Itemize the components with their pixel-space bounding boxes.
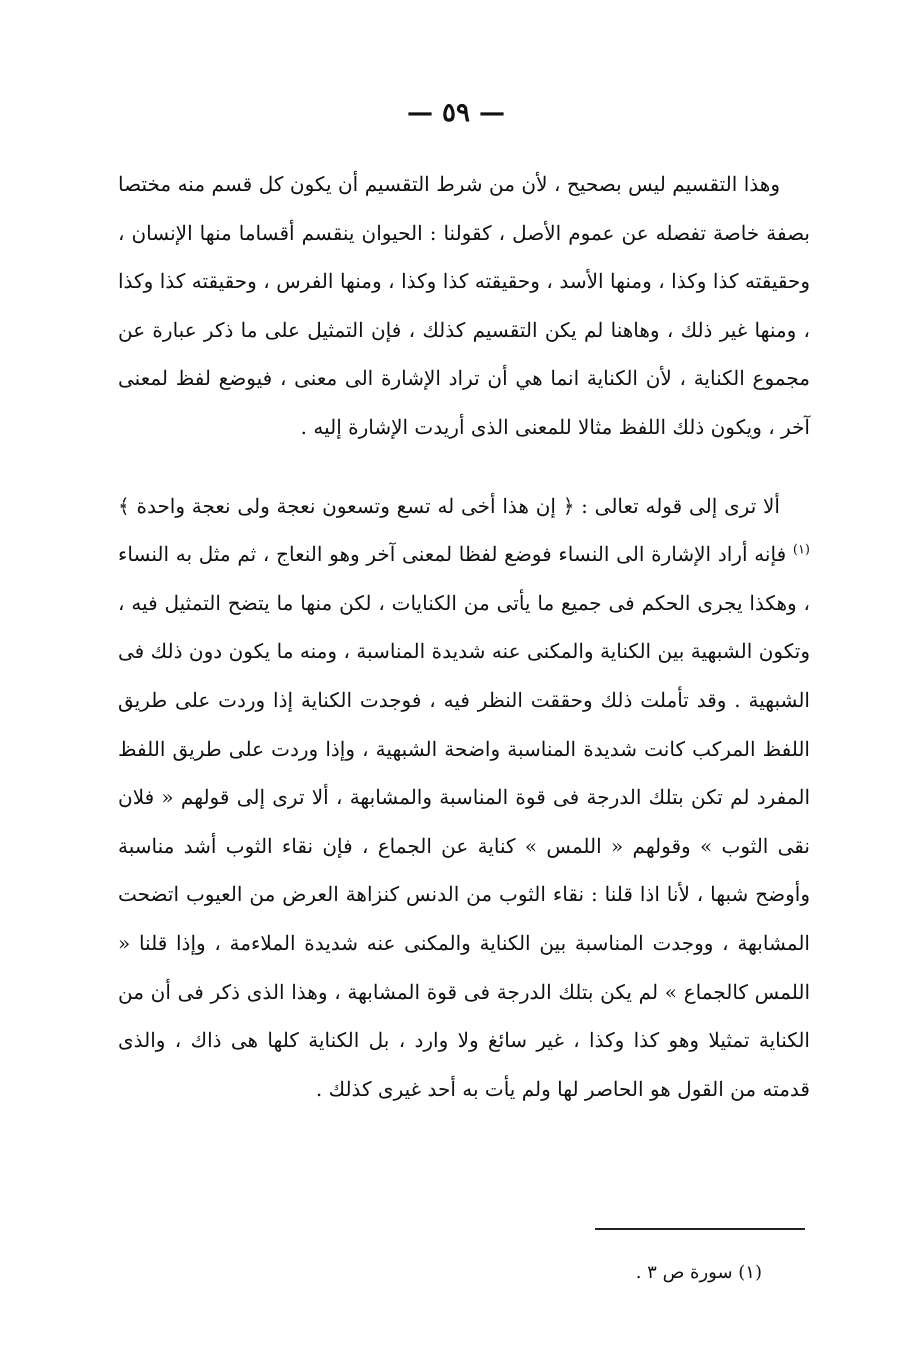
footnote-marker: (١) bbox=[792, 542, 810, 558]
paragraph bbox=[118, 160, 810, 452]
page-number: — ٥٩ — bbox=[406, 98, 506, 128]
body-text bbox=[118, 160, 810, 1113]
footnote-divider bbox=[595, 1228, 805, 1230]
paragraph-text: وهذا التقسيم ليس بصحيح ، لأن من شرط التقسيم أن يكون كل قسم منه مختصا بصفة خاصة تفصله عن عموم الأصل ، كقولنا : الحيوان ينقسم أقساما منها الإنسان ، وحقيقته كذا وكذا ، ومنها الأسد ، وحقيقته كذا وكذا ، ومنها الفرس ، وحقيقته كذا وكذا ، ومنها غير ذلك ، وهاهنا لم يكن التقسيم كذلك ، فإن التمثيل على ما ذكر عبارة عن مجموع الكناية ، لأن الكناية انما هي أن تراد الإشارة الى معنى ، فيوضع لفظ لمعنى آخر ، ويكون ذلك اللفظ مثالا للمعنى الذى أريدت الإشارة إليه . bbox=[118, 172, 810, 439]
paragraph-text: ألا ترى إلى قوله تعالى : ﴿ إن هذا أخى له تسع وتسعون نعجة ولى نعجة واحدة ﴾ bbox=[118, 493, 780, 518]
paragraph-text: فإنه أراد الإشارة الى النساء فوضع لفظا لمعنى آخر وهو النعاج ، ثم مثل به النساء ، وهكذا يجرى الحكم فى جميع ما يأتى من الكنايات ، لكن منها ما يتضح التمثيل فيه ، وتكون الشبهية بين الكناية والمكنى عنه شديدة المناسبة ، ومنه ما يكون دون ذلك فى الشبهية . وقد تأملت ذلك وحققت النظر فيه ، فوجدت الكناية إذا وردت على طريق اللفظ المركب كانت شديدة المناسبة واضحة الشبهية ، وإذا وردت على طريق اللفظ المفرد لم تكن بتلك الدرجة فى قوة المناسبة والمشابهة ، ألا ترى إلى قولهم « فلان نقى الثوب » وقولهم « اللمس » كناية عن الجماع ، فإن نقاء الثوب أشد مناسبة وأوضح شبها ، لأنا اذا قلنا : نقاء الثوب من الدنس كنزاهة العرض من العيوب اتضحت المشابهة ، ووجدت المناسبة بين الكناية والمكنى عنه شديدة الملاءمة ، وإذا قلنا « اللمس كالجماع » لم يكن بتلك الدرجة فى قوة المشابهة ، وهذا الذى ذكر فى أن من الكناية تمثيلا وهو كذا وكذا ، غير سائغ ولا وارد ، بل الكناية كلها هى ذاك ، والذى قدمته من القول هو الحاصر لها ولم يأت به أحد غيرى كذلك . bbox=[118, 542, 810, 1101]
paragraph bbox=[118, 482, 810, 1114]
footnote: (١) سورة ص ٣ . bbox=[635, 1262, 762, 1283]
